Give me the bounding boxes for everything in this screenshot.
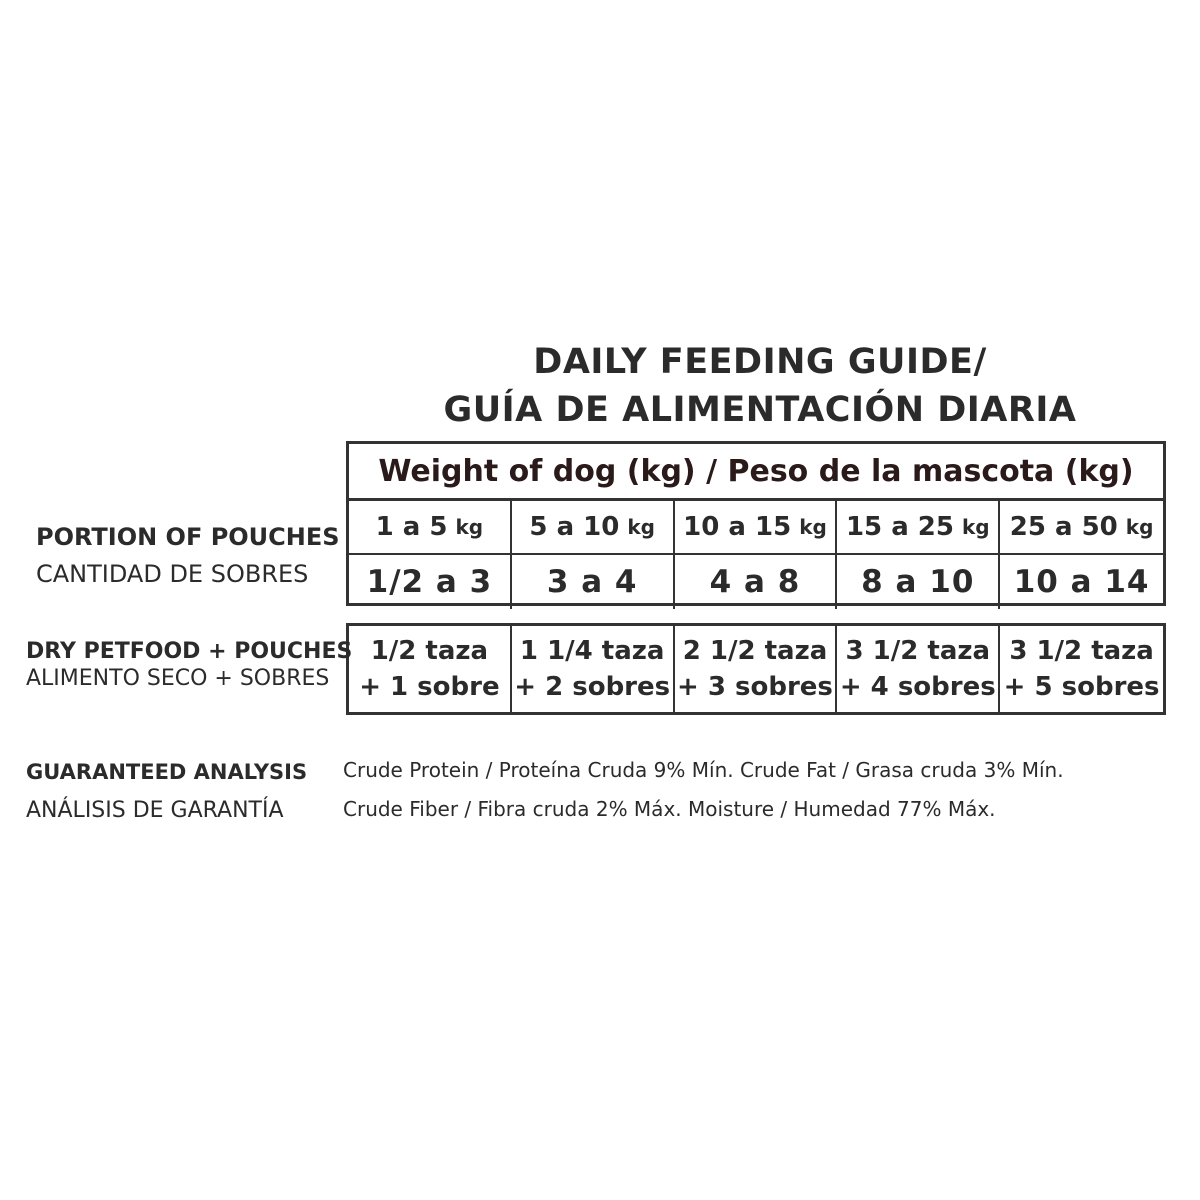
dry-pouch: + 3 sobres xyxy=(677,672,833,702)
weight-unit: kg xyxy=(961,515,990,539)
analysis-label-es: ANÁLISIS DE GARANTÍA xyxy=(26,798,284,823)
dry-cup: 1/2 taza xyxy=(370,636,489,666)
weight-header: Weight of dog (kg) / Peso de la mascota (kg) xyxy=(346,441,1166,498)
dry-label-en: DRY PETFOOD + POUCHES xyxy=(26,639,353,664)
dry-cell xyxy=(349,626,512,712)
portion-table xyxy=(346,498,1166,606)
portion-cell: 1/2 a 3 xyxy=(349,555,512,609)
dry-pouch: + 5 sobres xyxy=(1003,672,1160,702)
analysis-label-en: GUARANTEED ANALYSIS xyxy=(26,760,308,784)
dry-cell xyxy=(512,626,675,712)
portion-label-en: PORTION OF POUCHES xyxy=(36,523,340,551)
weight-range: 5 a 10 xyxy=(529,512,620,542)
dry-cup: 3 1/2 taza xyxy=(845,636,991,666)
title-line-es: GUÍA DE ALIMENTACIÓN DIARIA xyxy=(443,390,1077,430)
portion-label-es: CANTIDAD DE SOBRES xyxy=(36,560,309,588)
dry-food-table xyxy=(346,623,1166,715)
dry-pouch: + 1 sobre xyxy=(359,672,500,702)
weight-cell xyxy=(512,501,675,555)
title-line-en: DAILY FEEDING GUIDE/ xyxy=(533,342,987,382)
page-title xyxy=(380,338,1140,434)
analysis-line-2: Crude Fiber / Fibra cruda 2% Máx. Moisture / Humedad 77% Máx. xyxy=(343,797,996,821)
weight-cell xyxy=(837,501,1000,555)
portion-cell: 3 a 4 xyxy=(512,555,675,609)
weight-unit: kg xyxy=(627,515,655,539)
dry-cell xyxy=(837,626,1000,712)
dry-cell xyxy=(675,626,838,712)
dry-cup: 3 1/2 taza xyxy=(1009,636,1154,666)
weight-range: 1 a 5 xyxy=(375,512,448,542)
weight-unit: kg xyxy=(455,515,484,539)
weight-cell xyxy=(1000,501,1163,555)
dry-cell xyxy=(1000,626,1163,712)
weight-range: 10 a 15 xyxy=(683,512,792,542)
dry-pouch: + 4 sobres xyxy=(839,672,996,702)
dry-cup: 2 1/2 taza xyxy=(682,636,828,666)
analysis-line-1: Crude Protein / Proteína Cruda 9% Mín. Crude Fat / Grasa cruda 3% Mín. xyxy=(343,758,1064,782)
dry-label-es: ALIMENTO SECO + SOBRES xyxy=(26,666,330,691)
weight-cell xyxy=(675,501,838,555)
weight-cell xyxy=(349,501,512,555)
portion-cell: 4 a 8 xyxy=(675,555,838,609)
dry-cup: 1 1/4 taza xyxy=(519,636,665,666)
weight-range: 15 a 25 xyxy=(845,512,954,542)
portion-cell: 10 a 14 xyxy=(1013,564,1150,600)
weight-range: 25 a 50 xyxy=(1009,512,1118,542)
dry-pouch: + 2 sobres xyxy=(514,672,671,702)
portion-cell: 8 a 10 xyxy=(837,555,1000,609)
weight-unit: kg xyxy=(1125,515,1154,539)
weight-unit: kg xyxy=(799,515,827,539)
